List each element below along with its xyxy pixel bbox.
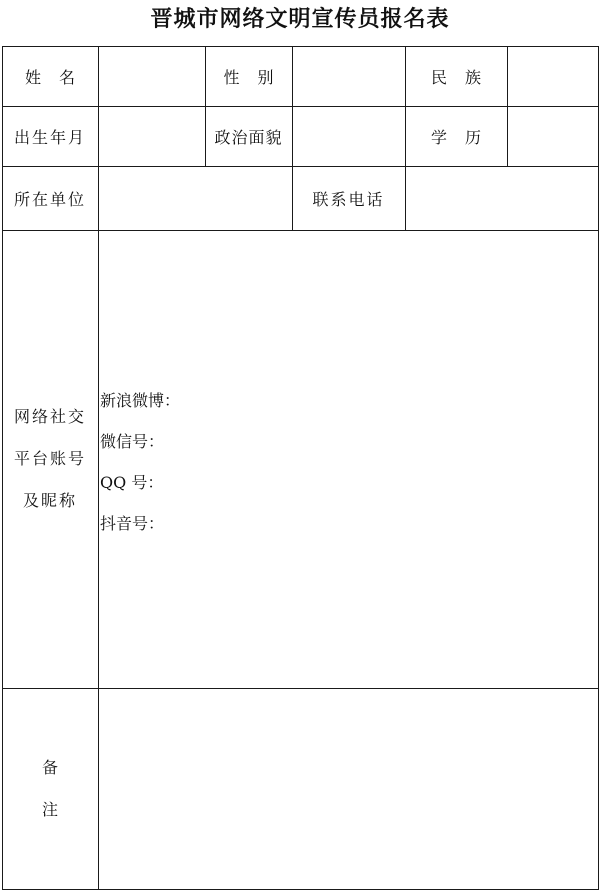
social-accounts-label <box>2 230 98 688</box>
social-label-line: 及昵称 <box>22 491 77 510</box>
social-label-line: 网络社交 <box>13 407 86 426</box>
wechat-line: 微信号： <box>100 432 165 451</box>
form-title: 晋城市网络文明宣传员报名表 <box>150 7 450 32</box>
unit-field[interactable] <box>99 167 292 230</box>
notes-label-line: 注 <box>41 799 58 819</box>
qq-line: QQ 号： <box>100 473 164 492</box>
notes-field[interactable] <box>99 689 598 889</box>
phone-label: 联系电话 <box>312 189 385 209</box>
birth-field[interactable] <box>99 107 205 166</box>
political-label: 政治面貌 <box>214 127 283 147</box>
education-field[interactable] <box>508 107 598 166</box>
ethnicity-label: 民族 <box>430 67 499 87</box>
phone-field[interactable] <box>406 167 598 230</box>
table-border-right <box>598 46 599 890</box>
table-border-bottom <box>2 889 599 890</box>
name-label: 姓名 <box>24 67 93 87</box>
political-field[interactable] <box>293 107 405 166</box>
gender-field[interactable] <box>293 47 405 106</box>
unit-label: 所在单位 <box>13 189 86 209</box>
gender-label: 性别 <box>223 67 292 87</box>
notes-label-line: 备 <box>41 757 58 777</box>
weibo-line: 新浪微博： <box>100 391 181 410</box>
education-label: 学历 <box>430 127 499 147</box>
douyin-line: 抖音号： <box>100 514 165 533</box>
name-field[interactable] <box>99 47 205 106</box>
notes-label <box>2 688 98 889</box>
social-label-line: 平台账号 <box>13 449 86 468</box>
social-platform-list <box>100 380 180 544</box>
birth-label: 出生年月 <box>13 127 86 147</box>
ethnicity-field[interactable] <box>508 47 598 106</box>
